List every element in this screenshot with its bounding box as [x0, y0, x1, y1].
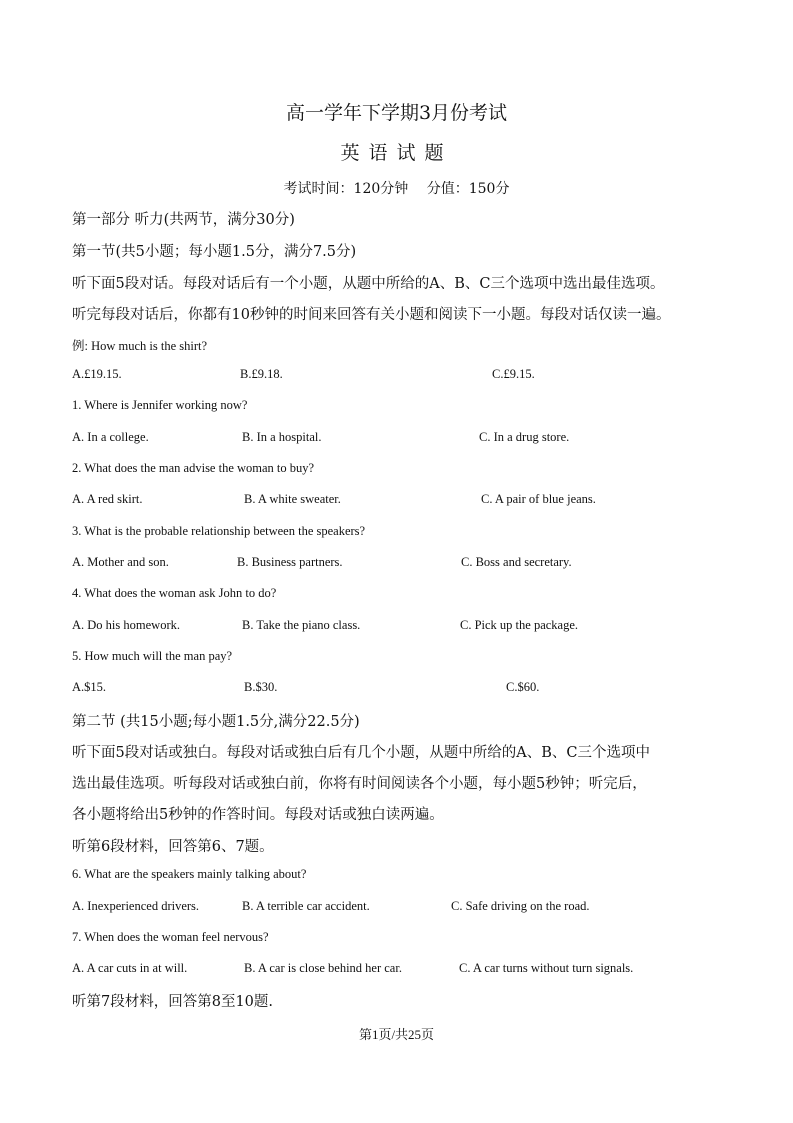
option-b: B. In a hospital. [242, 430, 322, 444]
option-a: A. Inexperienced drivers. [72, 899, 200, 913]
option-b: B. A car is close behind her car. [244, 961, 402, 975]
material-6-heading: 听第6段材料，回答第6、7题。 [72, 839, 274, 855]
option-b: B. Take the piano class. [242, 618, 361, 632]
option-c: C. Boss and secretary. [461, 555, 572, 569]
question-text: 6. What are the speakers mainly talking about? [72, 867, 307, 881]
option-a: A. A red skirt. [72, 492, 143, 506]
option-b: B.$30. [244, 680, 278, 694]
section1-heading: 第一节(共5小题；每小题1.5分，满分7.5分) [72, 244, 357, 260]
option-a: A. In a college. [72, 430, 149, 444]
option-c: C. A car turns without turn signals. [459, 961, 634, 975]
option-a: A. Mother and son. [72, 555, 169, 569]
option-b: B. A white sweater. [244, 492, 341, 506]
question-text: 5. How much will the man pay? [72, 649, 233, 663]
option-b: B. A terrible car accident. [242, 899, 370, 913]
section2-instruction-3: 各小题将给出5秒钟的作答时间。每段对话或独白读两遍。 [72, 807, 444, 823]
question-text: 3. What is the probable relationship between the speakers? [72, 524, 366, 538]
question-text: 2. What does the man advise the woman to buy? [72, 461, 315, 475]
option-a: A. A car cuts in at will. [72, 961, 188, 975]
material-7-heading: 听第7段材料，回答第8至10题. [72, 994, 274, 1010]
example-option-a: A.£19.15. [72, 367, 122, 381]
question-text: 7. When does the woman feel nervous? [72, 930, 269, 944]
part1-heading: 第一部分 听力(共两节，满分30分) [72, 212, 295, 228]
exam-meta: 考试时间：120分钟 分值：150分 [283, 181, 510, 197]
example-question: 例: How much is the shirt? [72, 339, 208, 353]
question-text: 4. What does the woman ask John to do? [72, 586, 277, 600]
option-c: C. In a drug store. [479, 430, 570, 444]
example-option-b: B.£9.18. [240, 367, 283, 381]
option-a: A. Do his homework. [72, 618, 180, 632]
option-c: C. Pick up the package. [460, 618, 579, 632]
question-text: 1. Where is Jennifer working now? [72, 398, 248, 412]
option-a: A.$15. [72, 680, 107, 694]
section1-instruction-1: 听下面5段对话。每段对话后有一个小题，从题中所给的A、B、C三个选项中选出最佳选项。 [72, 276, 665, 292]
option-c: C.$60. [506, 680, 540, 694]
exam-title: 高一学年下学期3月份考试 [285, 102, 508, 124]
option-c: C. A pair of blue jeans. [481, 492, 596, 506]
section1-instruction-2: 听完每段对话后，你都有10秒钟的时间来回答有关小题和阅读下一小题。每段对话仅读一遍。 [72, 307, 671, 323]
subject-title: 英语试题 [340, 142, 453, 164]
option-b: B. Business partners. [237, 555, 343, 569]
section2-instruction-2: 选出最佳选项。听每段对话或独白前，你将有时间阅读各个小题，每小题5秒钟；听完后， [72, 776, 647, 792]
example-option-c: C.£9.15. [492, 367, 535, 381]
section2-heading: 第二节 (共15小题;每小题1.5分,满分22.5分) [72, 714, 360, 730]
page-footer: 第1页/共25页 [358, 1027, 435, 1042]
option-c: C. Safe driving on the road. [451, 899, 590, 913]
section2-instruction-1: 听下面5段对话或独白。每段对话或独白后有几个小题，从题中所给的A、B、C三个选项中 [72, 745, 650, 761]
